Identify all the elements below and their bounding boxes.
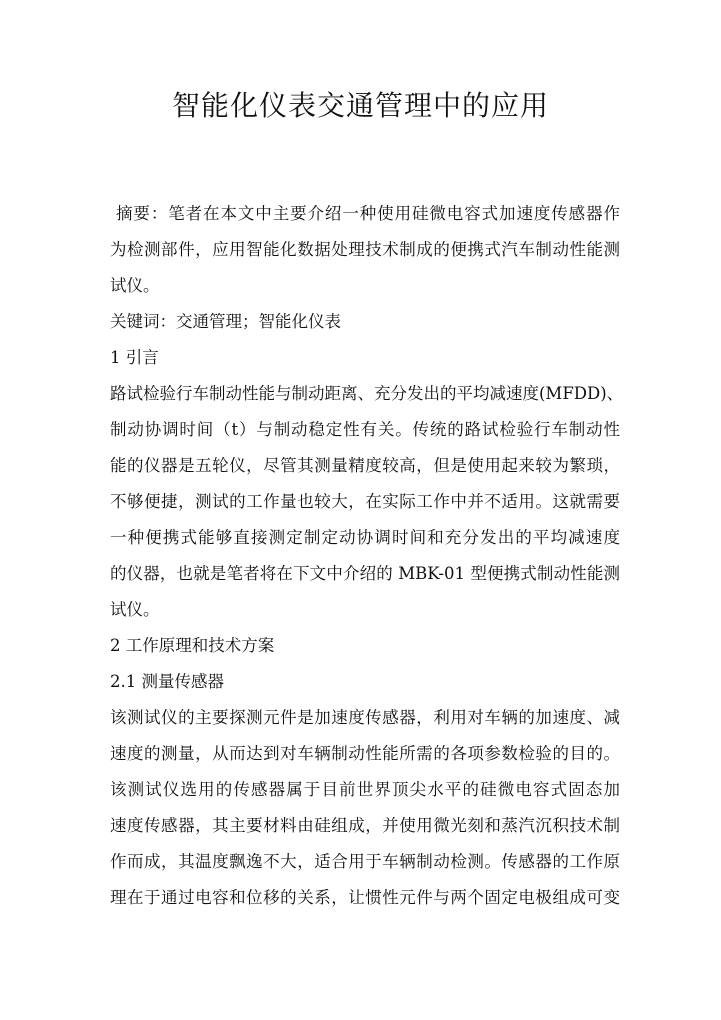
section-introduction (110, 340, 624, 628)
paragraph-line: 试仪。 (110, 600, 160, 619)
paragraph-line: 该测试仪选用的传感器属于目前世界顶尖水平的硅微电容式固态加 (110, 780, 620, 799)
section-measurement-sensor (110, 664, 620, 916)
paragraph-line: 路试检验行车制动性能与制动距离、充分发出的平均减速度(MFDD)、 (110, 384, 624, 403)
section-working-principle (110, 628, 620, 664)
paragraph-line: 理在于通过电容和位移的关系，让惯性元件与两个固定电极组成可变 (110, 888, 620, 907)
document-title: 智能化仪表交通管理中的应用 (171, 89, 549, 122)
keywords: 关键词：交通管理；智能化仪表 (110, 312, 341, 331)
abstract-line: 摘要：笔者在本文中主要介绍一种使用硅微电容式加速度传感器作 (116, 204, 620, 223)
section-heading: 1 引言 (110, 348, 159, 367)
paragraph-line: 速度传感器，其主要材料由硅组成，并使用微光刻和蒸汽沉积技术制 (110, 816, 620, 835)
paragraph-line: 的仪器，也就是笔者将在下文中介绍的 MBK-01 型便携式制动性能测 (110, 564, 620, 583)
paragraph-line: 能的仪器是五轮仪，尽管其测量精度较高，但是使用起来较为繁琐， (110, 456, 620, 475)
paragraph-line: 不够便捷，测试的工作量也较大，在实际工作中并不适用。这就需要 (110, 492, 620, 511)
abstract (110, 196, 620, 304)
paragraph-line: 作而成，其温度飘逸不大，适合用于车辆制动检测。传感器的工作原 (110, 852, 620, 871)
abstract-line: 为检测部件，应用智能化数据处理技术制成的便携式汽车制动性能测 (110, 240, 620, 259)
subsection-heading: 2.1 测量传感器 (110, 672, 224, 691)
paragraph-line: 该测试仪的主要探测元件是加速度传感器，利用对车辆的加速度、减 (110, 708, 620, 727)
paragraph-line: 一种便携式能够直接测定制定动协调时间和充分发出的平均减速度 (110, 528, 620, 547)
paragraph-line: 制动协调时间（t）与制动稳定性有关。传统的路试检验行车制动性 (110, 420, 620, 439)
paragraph-line: 速度的测量，从而达到对车辆制动性能所需的各项参数检验的目的。 (110, 744, 620, 763)
section-heading: 2 工作原理和技术方案 (110, 636, 275, 655)
document-body (110, 196, 624, 916)
abstract-line: 试仪。 (110, 276, 160, 295)
